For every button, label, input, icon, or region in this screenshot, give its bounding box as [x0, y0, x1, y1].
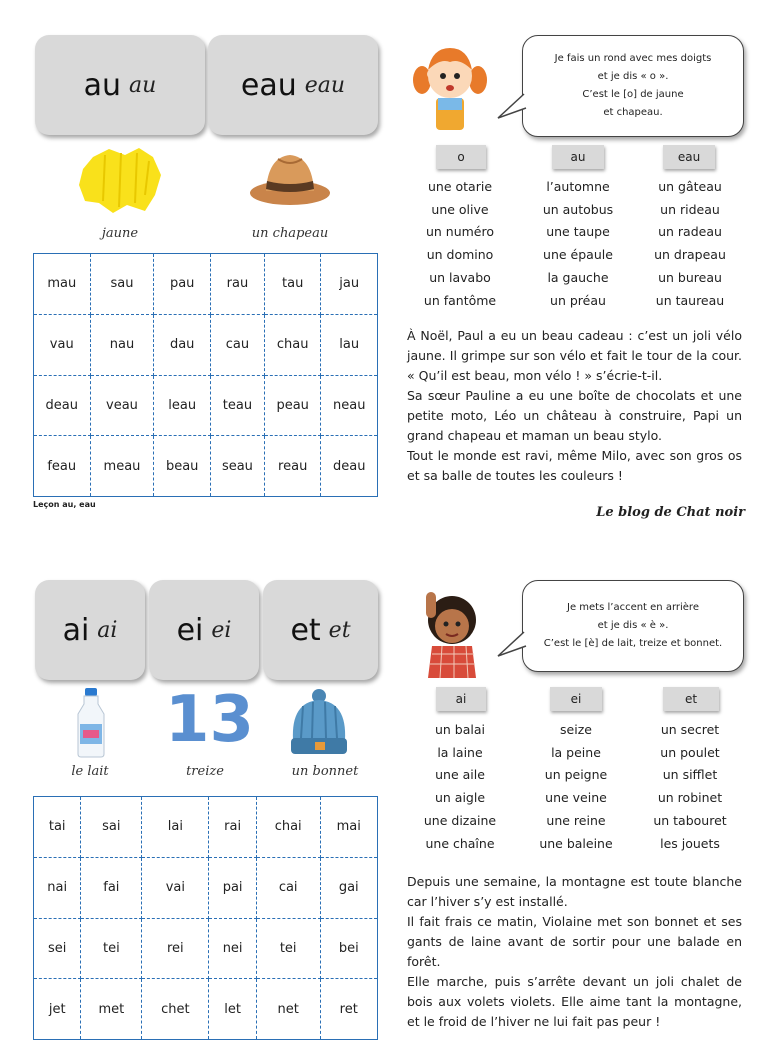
list-item: un bureau [658, 269, 722, 285]
sound-cursive: et [328, 617, 351, 643]
bubble-line: Je fais un rond avec mes doigts [554, 53, 712, 64]
syllable-cell: vai [142, 857, 209, 918]
syllable-cell: peau [264, 375, 321, 436]
syllable-cell: tei [256, 918, 320, 979]
sound-cursive: ei [211, 617, 232, 643]
word-list-eau [630, 176, 750, 312]
syllable-cell: feau [34, 436, 91, 497]
word-list-et [630, 719, 750, 855]
list-item: une taupe [546, 224, 610, 240]
syllable-cell: sei [34, 918, 81, 979]
lesson-footer: Leçon au, eau [33, 500, 96, 509]
syllable-cell: beau [154, 436, 211, 497]
syllable-cell: chai [256, 797, 320, 858]
syllable-cell: rei [142, 918, 209, 979]
list-item: un robinet [657, 790, 723, 806]
syllable-cell: jau [321, 254, 378, 315]
paragraph-line: Elle marche, puis s’arrête devant un joli chalet de bois aux volets violets. Elle aime tant la montagne, et le froid de l’hiver ne lui fait pas peur ! [407, 974, 742, 1029]
list-item: un poulet [660, 744, 720, 760]
number-thirteen: 13 [165, 683, 255, 757]
list-item: un domino [426, 247, 494, 263]
list-item: l’automne [546, 179, 610, 194]
sound-cursive: eau [304, 72, 346, 98]
paragraph-line: Depuis une semaine, la montagne est toute blanche car l’hiver s’y est installé. [407, 874, 742, 909]
list-item: un sifflet [662, 767, 718, 783]
list-item: une baleine [539, 835, 613, 851]
syllable-cell: met [81, 979, 142, 1040]
word-list-ei [516, 719, 636, 855]
tab-et: et [663, 687, 719, 711]
bubble-line: Je mets l’accent en arrière [567, 602, 699, 613]
sound-card-ai [35, 580, 145, 680]
sound-print: ei [176, 612, 204, 648]
list-item: une aile [435, 767, 485, 783]
syllable-cell: veau [90, 375, 154, 436]
table-row [34, 436, 378, 497]
syllable-cell: neau [321, 375, 378, 436]
sound-print: ai [62, 612, 90, 648]
tab-o: o [436, 145, 486, 169]
syllable-cell: chau [264, 314, 321, 375]
syllable-cell: pai [209, 857, 256, 918]
list-item: un taureau [655, 292, 725, 308]
syllable-cell: mau [34, 254, 91, 315]
paragraph-line: Sa sœur Pauline a eu une boîte de chocolats et une petite moto, Léo un château à construire, Papi un grand chapeau et maman un beau stylo. [407, 388, 742, 443]
image-label-lait: le lait [71, 764, 109, 779]
list-item: la laine [437, 744, 483, 760]
tab-ai: ai [436, 687, 486, 711]
syllable-cell: rai [209, 797, 256, 858]
syllable-cell: jet [34, 979, 81, 1040]
list-item: une olive [431, 201, 489, 217]
speech-bubble [522, 35, 744, 137]
list-item: un drapeau [654, 247, 726, 263]
yellow-paint-image [75, 145, 170, 215]
sound-card-ei [149, 580, 259, 680]
bubble-tail [496, 92, 528, 122]
reading-paragraph [407, 326, 742, 486]
image-label-jaune: jaune [101, 226, 139, 241]
table-row [34, 797, 378, 858]
tab-ei: ei [550, 687, 602, 711]
image-label-treize: treize [186, 764, 224, 779]
syllable-cell: tei [81, 918, 142, 979]
bubble-line: C’est le [o] de jaune [582, 89, 684, 100]
syllable-grid [33, 253, 378, 497]
bubble-tail [496, 630, 528, 660]
syllable-cell: chet [142, 979, 209, 1040]
syllable-cell: mai [320, 797, 378, 858]
table-row [34, 979, 378, 1040]
syllable-cell: leau [154, 375, 211, 436]
list-item: une reine [546, 812, 606, 828]
paragraph-line: Tout le monde est ravi, même Milo, avec son gros os et sa balle de toutes les couleurs ! [407, 448, 742, 483]
list-item: les jouets [660, 835, 720, 851]
syllable-cell: sai [81, 797, 142, 858]
syllable-cell: teau [210, 375, 264, 436]
list-item: une épaule [543, 247, 613, 263]
list-item: une veine [545, 790, 607, 806]
syllable-cell: bei [320, 918, 378, 979]
syllable-cell: nei [209, 918, 256, 979]
syllable-cell: lai [142, 797, 209, 858]
syllable-cell: seau [210, 436, 264, 497]
milk-bottle-image [74, 688, 108, 758]
list-item: une chaîne [425, 835, 495, 851]
speech-bubble [522, 580, 744, 672]
sound-card-au [35, 35, 205, 135]
list-item: un numéro [425, 224, 495, 240]
boy-illustration [412, 580, 492, 680]
list-item: une dizaine [423, 812, 497, 828]
table-row [34, 254, 378, 315]
syllable-cell: lau [321, 314, 378, 375]
reading-paragraph [407, 872, 742, 1032]
syllable-grid [33, 796, 378, 1040]
list-item: un lavabo [429, 269, 491, 285]
sound-card-et [263, 580, 378, 680]
syllable-cell: deau [34, 375, 91, 436]
list-item: un autobus [542, 201, 614, 217]
syllable-cell: deau [332, 458, 366, 474]
table-row [34, 857, 378, 918]
list-item: un aigle [434, 790, 486, 806]
syllable-cell: nai [34, 857, 81, 918]
table-row [34, 375, 378, 436]
list-item: la gauche [547, 269, 609, 285]
bubble-line: et je dis « è ». [597, 620, 669, 631]
list-item: un radeau [658, 224, 722, 240]
paragraph-line: Il fait frais ce matin, Violaine met son bonnet et ses gants de laine avant de sortir pour une balade en forêt. [407, 914, 742, 969]
word-list-au [518, 176, 638, 312]
syllable-cell: tau [264, 254, 321, 315]
word-list-ai [400, 719, 520, 855]
tab-au: au [552, 145, 604, 169]
bubble-line: et chapeau. [603, 107, 663, 118]
image-label-bonnet: un bonnet [291, 764, 359, 779]
blog-signature: Le blog de Chat noir [596, 505, 745, 520]
hat-image [248, 145, 333, 215]
syllable-cell: fai [81, 857, 142, 918]
syllable-cell: meau [90, 436, 154, 497]
syllable-cell: sau [90, 254, 154, 315]
sound-print: au [83, 67, 122, 103]
image-label-chapeau: un chapeau [251, 226, 329, 241]
syllable-cell: rau [210, 254, 264, 315]
word-list-o [400, 176, 520, 312]
girl-illustration [410, 38, 490, 138]
syllable-cell: let [209, 979, 256, 1040]
syllable-cell: reau [264, 436, 321, 497]
table-row [34, 918, 378, 979]
sound-cursive: ai [97, 617, 118, 643]
sound-cursive: au [129, 72, 157, 98]
sound-print: eau [240, 67, 297, 103]
syllable-cell: cai [256, 857, 320, 918]
syllable-cell: vau [34, 314, 91, 375]
list-item: un secret [660, 722, 720, 737]
list-item: un préau [550, 292, 606, 308]
list-item: un gâteau [658, 179, 722, 194]
list-item: une otarie [427, 179, 493, 194]
syllable-cell: cau [210, 314, 264, 375]
list-item: un rideau [660, 201, 720, 217]
sound-card-eau [208, 35, 378, 135]
syllable-cell: nau [90, 314, 154, 375]
list-item: un peigne [544, 767, 608, 783]
tab-eau: eau [663, 145, 715, 169]
table-row [34, 314, 378, 375]
list-item: un fantôme [423, 292, 497, 308]
syllable-cell: dau [154, 314, 211, 375]
paragraph-line: À Noël, Paul a eu un beau cadeau : c’est un joli vélo jaune. Il grimpe sur son vélo et fait le tour de la cour. « Qu’il est beau, mon vélo ! » s’écrie-t-il. [407, 328, 742, 383]
bubble-line: et je dis « o ». [597, 71, 669, 82]
list-item: seize [560, 722, 592, 737]
bubble-line: C’est le [è] de lait, treize et bonnet. [543, 638, 723, 649]
syllable-cell: tai [34, 797, 81, 858]
list-item: un tabouret [653, 812, 727, 828]
syllable-cell: gai [320, 857, 378, 918]
sound-print: et [290, 612, 321, 648]
syllable-cell: net [256, 979, 320, 1040]
list-item: un balai [434, 722, 486, 737]
syllable-cell: pau [154, 254, 211, 315]
syllable-cell: ret [339, 1001, 358, 1017]
list-item: la peine [551, 744, 601, 760]
bonnet-image [285, 688, 353, 758]
